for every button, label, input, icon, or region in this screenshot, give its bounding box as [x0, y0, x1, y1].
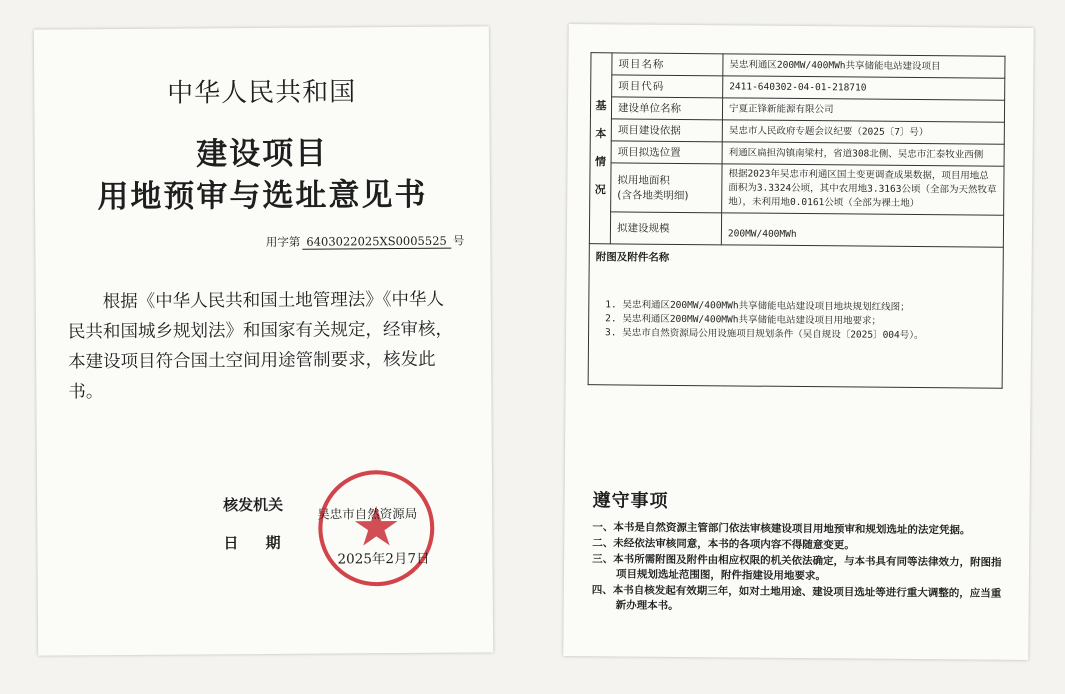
official-seal-icon	[315, 467, 438, 590]
project-location-label: 项目拟选位置	[611, 141, 722, 164]
table-row	[589, 212, 1003, 248]
land-area-value: 根据2023年吴忠市利通区国土变更调查成果数据，项目用地总面积为3.3324公顷，其中农用地3.3163公顷（全部为天然牧草地），未利用地0.0161公顷（全部为裸土地）	[722, 164, 1004, 215]
document-title-line1: 建设项目	[196, 135, 329, 173]
table-row	[588, 244, 1003, 389]
build-scale-label: 拟建设规模	[610, 212, 721, 245]
basic-info-table	[588, 52, 1006, 389]
document-number-suffix: 号	[452, 233, 465, 248]
project-location-value: 利通区扁担沟镇南梁村，省道308北侧、吴忠市汇泰牧业西侧	[722, 142, 1004, 166]
note-item: 二、未经依法审核同意，本书的各项内容不得随意变更。	[592, 537, 855, 552]
document-number	[266, 233, 465, 250]
note-item: 四、本书自核发起有效期三年，如对土地用途、建设项目选址等进行重大调整的，应当重新办理本书。	[591, 584, 1002, 612]
certificate-body-text: 根据《中华人民共和国土地管理法》《中华人民共和国城乡规划法》和国家有关规定，经审核，本建设项目符合国土空间用途管制要求，核发此书。	[67, 289, 453, 403]
attachments-section	[588, 244, 1003, 389]
project-basis-label: 项目建设依据	[611, 119, 722, 142]
note-item: 三、本书所需附图及附件由相应权限的机关依法确定，与本书具有同等法律效力，附图指项目规划选址范围图，附件指建设用地要求。	[592, 553, 1002, 583]
notes-list	[592, 520, 1003, 618]
certificate-detail-page	[563, 24, 1033, 660]
project-code-value: 2411-640302-04-01-218710	[723, 76, 1005, 100]
country-name: 中华人民共和国	[167, 77, 357, 109]
land-area-label: 拟用地面积 (含各地类明细)	[611, 163, 722, 213]
basic-info-side-label: 基 本 情 况	[589, 53, 612, 244]
builder-label: 建设单位名称	[611, 97, 722, 120]
document-number-prefix: 用字第	[265, 234, 301, 249]
project-name-value: 吴忠利通区200MW/400MWh共享储能电站建设项目	[723, 54, 1005, 78]
project-name-label: 项目名称	[612, 53, 723, 76]
certificate-front-page	[34, 26, 493, 655]
attachments-title: 附图及附件名称	[595, 251, 670, 264]
document-number-value: 6403022025XS0005525	[302, 234, 451, 250]
attachment-item: 2. 吴忠利通区200MW/400MWh共享储能电站建设项目用地要求；	[605, 313, 882, 327]
issuer-value: 吴忠市自然资源局	[317, 505, 418, 522]
document-title-line2: 用地预审与选址意见书	[97, 176, 428, 216]
table-row	[590, 163, 1004, 216]
notes-title: 遵守事项	[592, 490, 669, 512]
attachment-item: 3. 吴忠市自然资源局公用设施项目规划条件（吴自规设〔2025〕004号）。	[605, 327, 924, 342]
issue-date-value: 2025年2月7日	[337, 550, 430, 568]
project-basis-value: 吴忠市人民政府专题会议纪要（2025〔7〕号）	[722, 120, 1004, 144]
builder-value: 宁夏正锋新能源有限公司	[722, 98, 1004, 122]
issuer-label: 核发机关	[223, 495, 284, 515]
note-item: 一、本书是自然资源主管部门依法审核建设项目用地预审和规划选址的法定凭据。	[592, 521, 971, 537]
build-scale-value: 200MW/400MWh	[721, 213, 1003, 247]
project-code-label: 项目代码	[612, 75, 723, 98]
attachment-item: 1. 吴忠利通区200MW/400MWh共享储能电站建设项目地块规划红线图；	[605, 299, 910, 313]
date-label: 日 期	[223, 533, 281, 553]
